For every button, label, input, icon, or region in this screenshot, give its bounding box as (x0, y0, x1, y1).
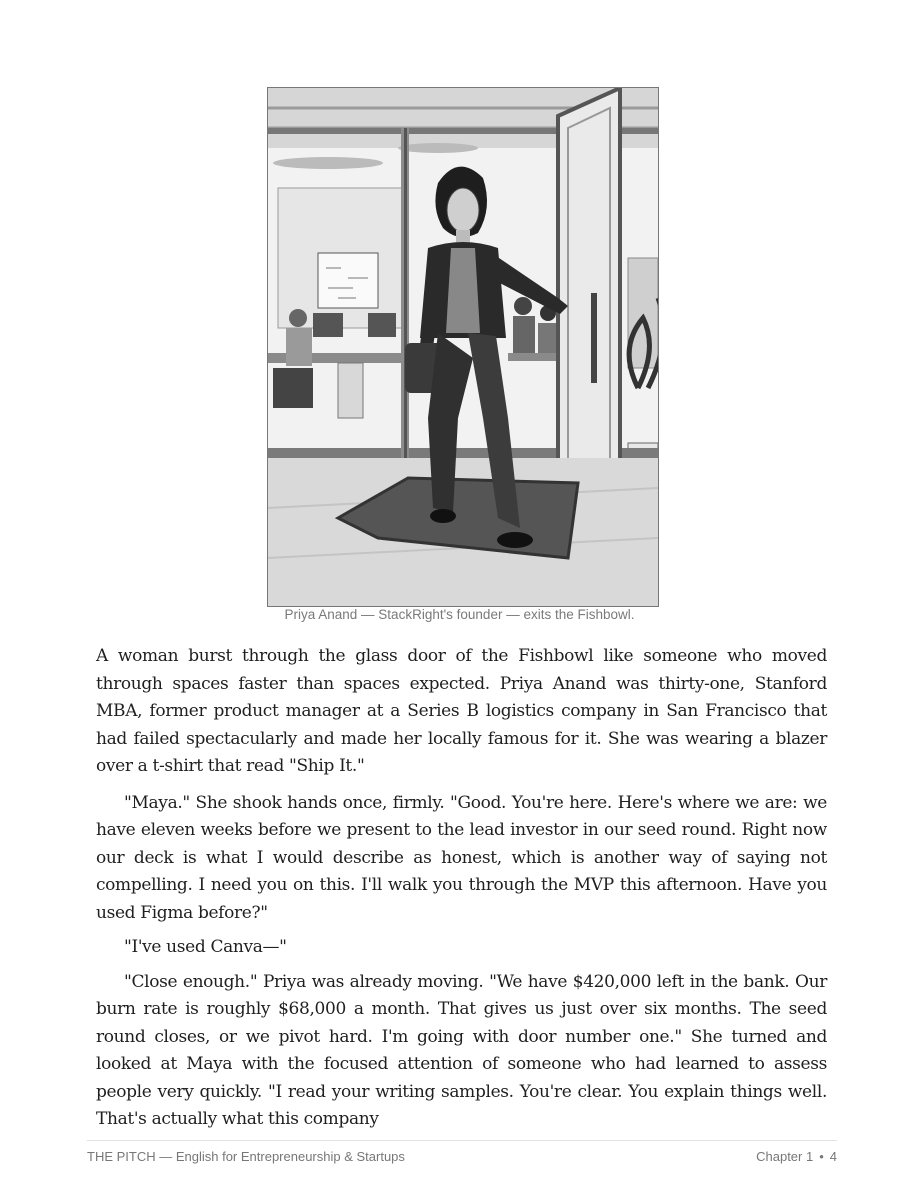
paragraph: "I've used Canva—" (124, 937, 287, 957)
paragraph: "Close enough." Priya was already moving. "We have $420,000 left in the bank. Our burn rate is roughly $68,000 a month. That gives us just over six months. The seed round closes, or we pivot hard. I'm going with door number one." She turned and looked at Maya with the focused attention of someone who had learned to assess people very quickly. "I read your writing samples. You're clear. You explain things well. That's actually what this company (96, 971, 827, 1129)
figure-caption: Priya Anand — StackRight's founder — exits the Fishbowl. (284, 607, 635, 622)
chapter-body (96, 643, 827, 1143)
footer-separator: • (819, 1149, 824, 1164)
illustration-drawing (268, 88, 658, 606)
footer-page-info (756, 1149, 837, 1164)
page-number: 4 (829, 1149, 837, 1164)
footer-book-title: THE PITCH — English for Entrepreneurship & Startups (87, 1149, 405, 1164)
chapter-illustration (267, 87, 659, 607)
footer-divider (87, 1140, 837, 1141)
paragraph: "Maya." She shook hands once, firmly. "Good. You're here. Here's where we are: we have eleven weeks before we present to the lead investor in our seed round. Right now our deck is what I would describe as honest, which is another way of saying not compelling. I need you on this. I'll walk you through the MVP this afternoon. Have you used Figma before?" (96, 792, 827, 923)
paragraph: A woman burst through the glass door of the Fishbowl like someone who moved through spaces faster than spaces expected. Priya Anand was thirty-one, Stanford MBA, former product manager at a Series B logistics company in San Francisco that had failed spectacularly and made her locally famous for it. She was wearing a blazer over a t-shirt that read "Ship It." (96, 646, 827, 776)
footer-chapter: Chapter 1 (756, 1149, 814, 1164)
